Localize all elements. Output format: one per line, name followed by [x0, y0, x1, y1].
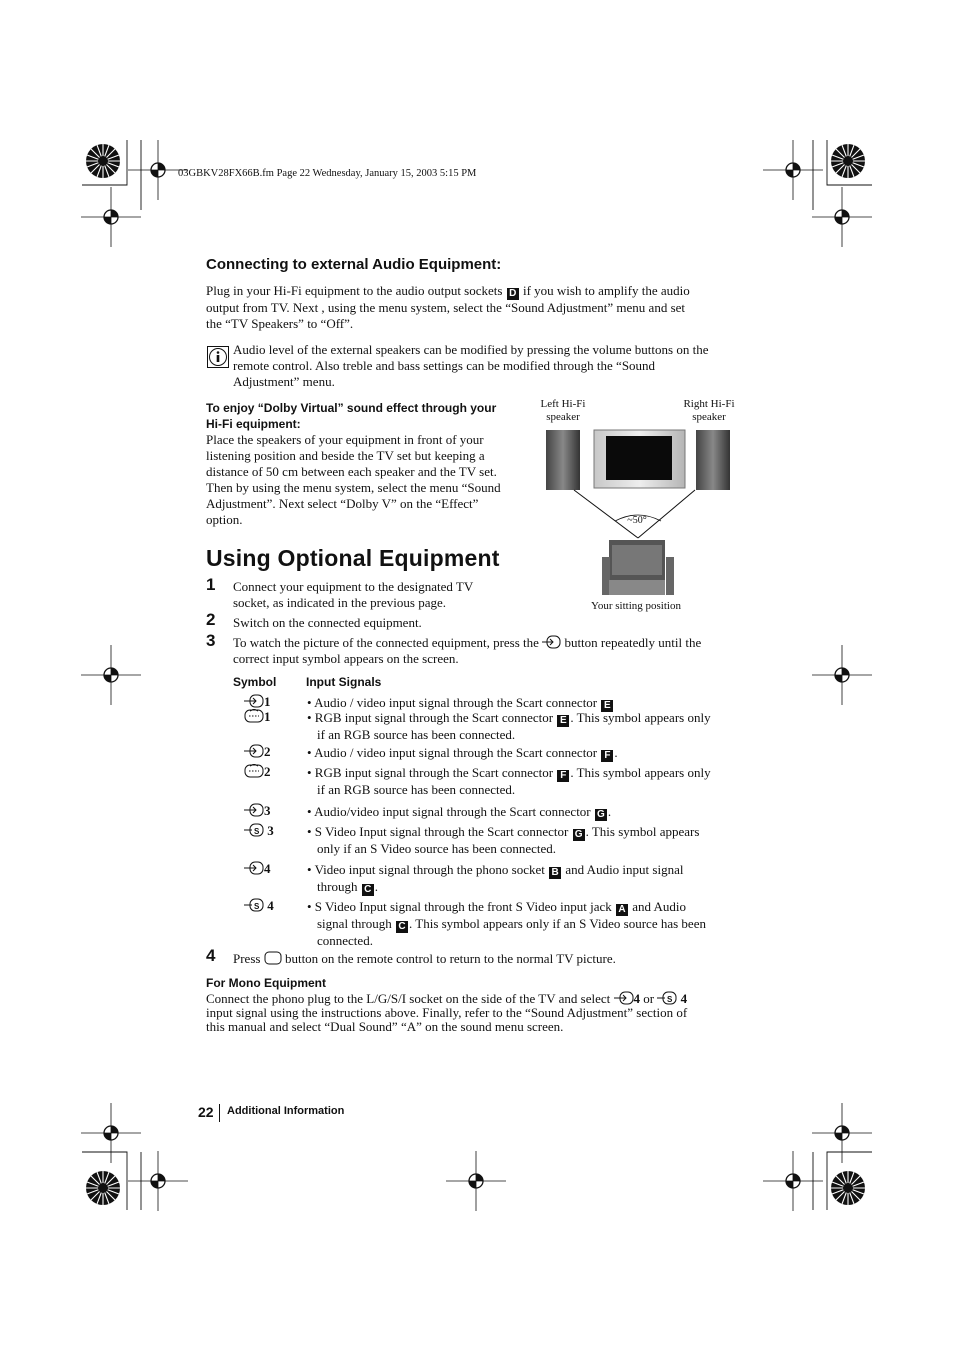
- page-title: Using Optional Equipment: [206, 545, 500, 571]
- av3-symbol: 3: [244, 803, 271, 819]
- signal-row: • RGB input signal through the Scart connector F . This symbol appears only if an RGB source has been connected.: [307, 765, 711, 797]
- s-video-input-icon: [244, 898, 264, 912]
- av-input-icon: [244, 744, 264, 758]
- svideo4-symbol: 4: [244, 898, 274, 914]
- rgb2-symbol: 2: [244, 764, 271, 780]
- mono-heading: For Mono Equipment: [206, 976, 326, 990]
- file-info: 03GBKV28FX66B.fm Page 22 Wednesday, January 15, 2003 5:15 PM: [178, 168, 477, 179]
- step-number: 2: [206, 610, 216, 629]
- signal-row: • S Video Input signal through the Scart connector G . This symbol appears only if an S Video source has been connected.: [307, 824, 700, 856]
- right-speaker-label: Right Hi-Fi speaker: [683, 398, 735, 423]
- s-video-input-icon: [657, 991, 677, 1005]
- rgb1-symbol: 1: [244, 709, 271, 725]
- signal-row: • Audio / video input signal through the Scart connector F .: [307, 745, 618, 761]
- angle-label: ~50°: [627, 515, 647, 526]
- column-header-input-signals: Input Signals: [306, 675, 382, 689]
- step-2-text: Switch on the connected equipment.: [233, 615, 422, 630]
- sitting-position-label: Your sitting position: [591, 600, 681, 612]
- signal-row: • Audio/video input signal through the Scart connector G .: [307, 804, 612, 820]
- av1-symbol: 1: [244, 694, 271, 710]
- left-speaker: [546, 430, 580, 490]
- signal-row: • RGB input signal through the Scart connector E . This symbol appears only if an RGB source has been connected.: [307, 710, 711, 742]
- step-number: 1: [206, 575, 216, 594]
- dolby-heading: To enjoy “Dolby Virtual” sound effect through your Hi-Fi equipment:: [206, 401, 497, 431]
- s-video-input-icon: [244, 823, 264, 837]
- socket-d-badge: D: [507, 288, 519, 300]
- column-header-symbol: Symbol: [233, 675, 277, 689]
- armchair: [602, 540, 674, 595]
- mono-text: Connect the phono plug to the L/G/S/I socket on the side of the TV and select 4 or 4 input signal using the instructions above. Finally, refer to the “Sound Adjustment” section of this manual and select “Dual Sound” “A” on the sound menu screen.: [206, 991, 688, 1034]
- signal-row: • Video input signal through the phono socket B and Audio input signal through C .: [307, 862, 684, 895]
- rgb-input-icon: [244, 709, 264, 723]
- av2-symbol: 2: [244, 744, 271, 760]
- page-number: 22: [198, 1104, 214, 1120]
- tv-button-icon: [264, 951, 282, 965]
- input-select-icon: [542, 635, 561, 649]
- step-1-text: Connect your equipment to the designated TV socket, as indicated in the previous page.: [233, 579, 474, 610]
- footer-section: Additional Information: [227, 1105, 345, 1117]
- step-4-text: Press button on the remote control to return to the normal TV picture.: [233, 951, 616, 966]
- left-speaker-label: Left Hi-Fi speaker: [540, 398, 586, 423]
- step-3-text: To watch the picture of the connected equipment, press the button repeatedly until the correct input symbol appears on the screen.: [233, 635, 702, 666]
- footer-divider: [219, 1104, 220, 1122]
- right-speaker: [696, 430, 730, 490]
- signal-row: • Audio / video input signal through the Scart connector E: [307, 695, 614, 712]
- info-icon: [207, 346, 229, 368]
- svideo3-symbol: 3: [244, 823, 274, 839]
- signal-row: • S Video Input signal through the front S Video input jack A and Audio signal through C . This symbol appears only if an S Video source has been connected.: [307, 899, 706, 948]
- dolby-text: Place the speakers of your equipment in front of your listening position and beside the TV set but keeping a distance of 50 cm between each speaker and the TV set. Then by using the menu system, select the menu “Sound Adjustment”. Next select “Dolby V” on the “Effect” option.: [206, 432, 501, 527]
- section-heading: Connecting to external Audio Equipment:: [206, 256, 502, 273]
- rgb-input-icon: [244, 764, 264, 778]
- av4-symbol: 4: [244, 861, 271, 877]
- step-number: 4: [206, 946, 216, 965]
- av-input-icon: [614, 991, 634, 1005]
- audio-paragraph: Plug in your Hi-Fi equipment to the audio output sockets D if you wish to amplify the audio output from TV. Next , using the menu system, select the “Sound Adjustment” menu and set the “TV Speakers” to “Off”.: [206, 283, 690, 331]
- av-input-icon: [244, 803, 264, 817]
- av-input-icon: [244, 861, 264, 875]
- av-input-icon: [244, 694, 264, 708]
- step-number: 3: [206, 631, 216, 650]
- note-text: Audio level of the external speakers can be modified by pressing the volume buttons on the remote control. Also treble and bass settings can be modified through the “Sound Adjustment” menu.: [233, 342, 709, 389]
